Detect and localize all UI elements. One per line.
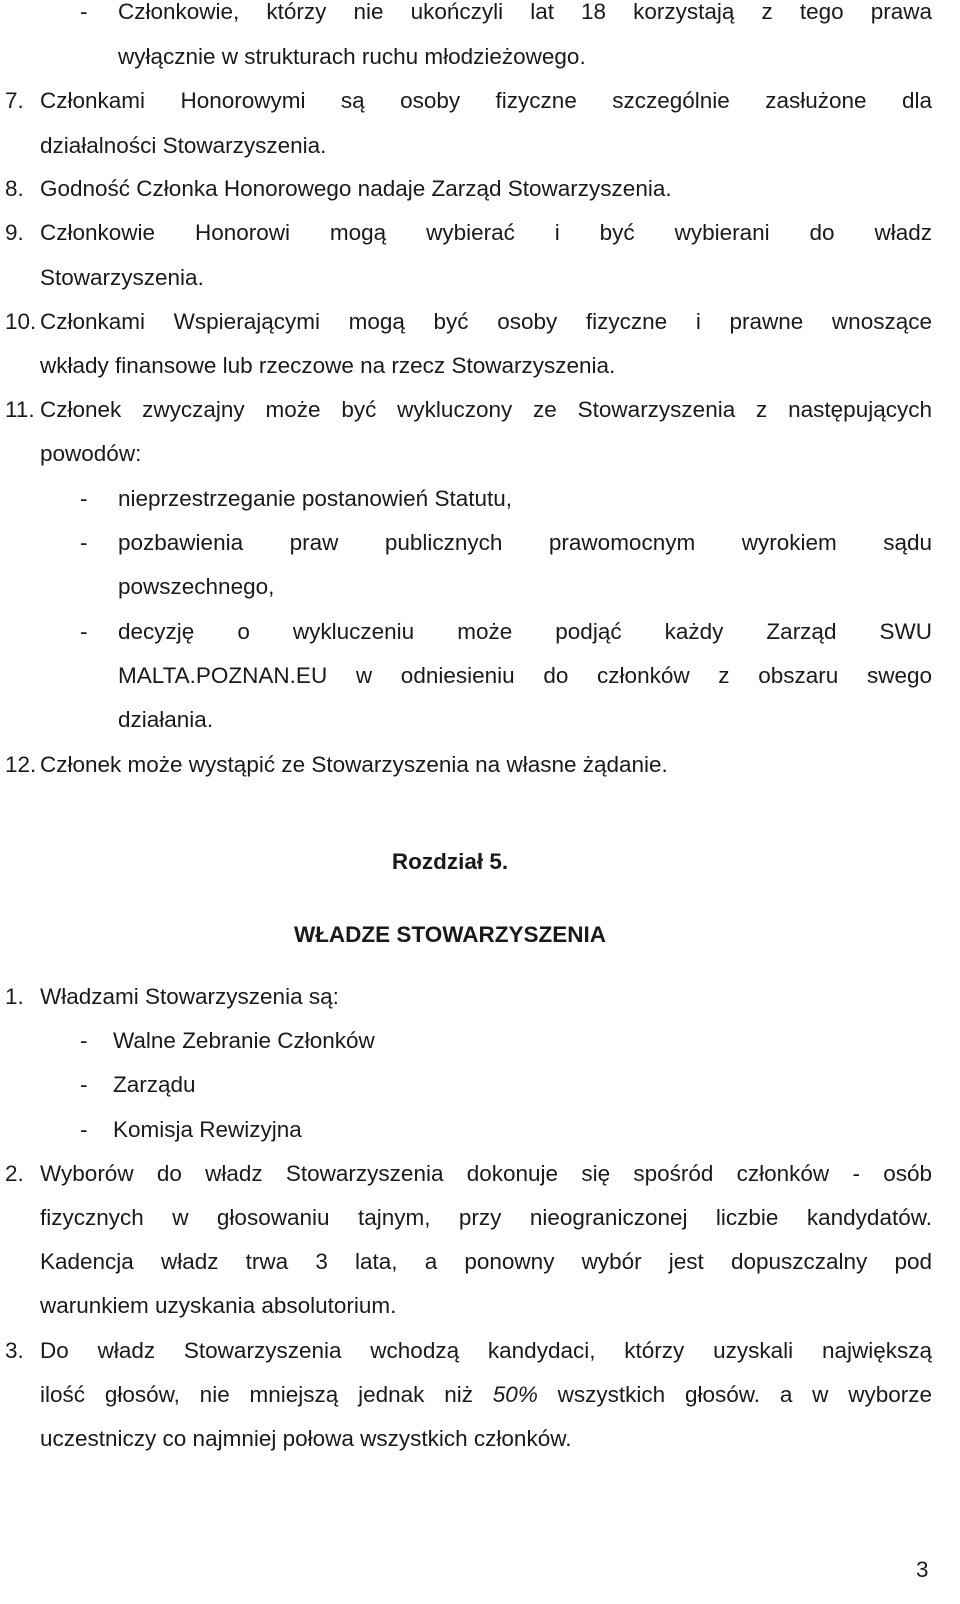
sub-dash: - — [80, 530, 88, 555]
item-text: powodów: — [40, 441, 142, 466]
sub-item-text: nieprzestrzeganie postanowień Statutu, — [118, 486, 513, 511]
item-text: działalności Stowarzyszenia. — [40, 133, 327, 158]
item-number: 10. — [5, 309, 37, 334]
chapter-number: Rozdział 5. — [391, 849, 509, 874]
item-text: Stowarzyszenia. — [40, 265, 204, 290]
item-text: wkłady finansowe lub rzeczowe na rzecz Stowarzyszenia. — [40, 353, 616, 378]
sub-dash: - — [80, 486, 88, 511]
percentage-value: 50% — [492, 1382, 538, 1407]
sub-dash: - — [80, 1072, 88, 1097]
sub-dash: - — [80, 1117, 88, 1142]
sub-dash: - — [80, 619, 88, 644]
bullet-line: wyłącznie w strukturach ruchu młodzieżowego. — [118, 44, 586, 69]
item-text: fizycznych w głosowaniu tajnym, przy nieograniczonej liczbie kandydatów. — [40, 1205, 932, 1230]
sub-item-text: decyzję o wykluczeniu może podjąć każdy Zarząd SWU — [118, 619, 932, 644]
bullet-line: Członkowie, którzy nie ukończyli lat 18 korzystają z tego prawa — [118, 0, 932, 24]
item-text — [40, 1380, 932, 1410]
sub-item-text: Walne Zebranie Członków — [113, 1028, 375, 1053]
text-fragment: wszystkich głosów. a w wyborze — [537, 1382, 932, 1407]
item-number: 2. — [5, 1161, 24, 1186]
item-text: Członkowie Honorowi mogą wybierać i być wybierani do władz — [40, 220, 932, 245]
item-text: Władzami Stowarzyszenia są: — [40, 984, 339, 1009]
item-number: 3. — [5, 1338, 24, 1363]
item-number: 7. — [5, 88, 24, 113]
item-text: Członkami Honorowymi są osoby fizyczne szczególnie zasłużone dla — [40, 88, 932, 113]
sub-item-text: powszechnego, — [118, 574, 275, 599]
item-text: Członek zwyczajny może być wykluczony ze Stowarzyszenia z następujących — [40, 397, 932, 422]
sub-item-text: MALTA.POZNAN.EU w odniesieniu do członków z obszaru swego — [118, 663, 932, 688]
item-text: Członek może wystąpić ze Stowarzyszenia na własne żądanie. — [40, 752, 668, 777]
item-text: Do władz Stowarzyszenia wchodzą kandydaci, którzy uzyskali największą — [40, 1338, 932, 1363]
item-text: Wyborów do władz Stowarzyszenia dokonuje się spośród członków - osób — [40, 1161, 932, 1186]
chapter-title: WŁADZE STOWARZYSZENIA — [293, 922, 607, 947]
sub-item-text: pozbawienia praw publicznych prawomocnym wyrokiem sądu — [118, 530, 932, 555]
sub-dash: - — [80, 1028, 88, 1053]
bullet-dash: - — [80, 0, 88, 24]
item-number: 12. — [5, 752, 37, 777]
item-number: 1. — [5, 984, 24, 1009]
sub-item-text: Komisja Rewizyjna — [113, 1117, 302, 1142]
text-fragment: ilość głosów, nie mniejszą jednak niż — [40, 1382, 493, 1407]
item-number: 9. — [5, 220, 24, 245]
sub-item-text: działania. — [118, 707, 214, 732]
item-text: Członkami Wspierającymi mogą być osoby fizyczne i prawne wnoszące — [40, 309, 932, 334]
item-number: 11. — [5, 397, 35, 422]
item-number: 8. — [5, 176, 24, 201]
item-text: uczestniczy co najmniej połowa wszystkich członków. — [40, 1426, 572, 1451]
page-number: 3 — [916, 1557, 929, 1582]
item-text: Godność Członka Honorowego nadaje Zarząd Stowarzyszenia. — [40, 176, 672, 201]
sub-item-text: Zarządu — [113, 1072, 196, 1097]
item-text: warunkiem uzyskania absolutorium. — [40, 1293, 397, 1318]
item-text: Kadencja władz trwa 3 lata, a ponowny wybór jest dopuszczalny pod — [40, 1249, 932, 1274]
